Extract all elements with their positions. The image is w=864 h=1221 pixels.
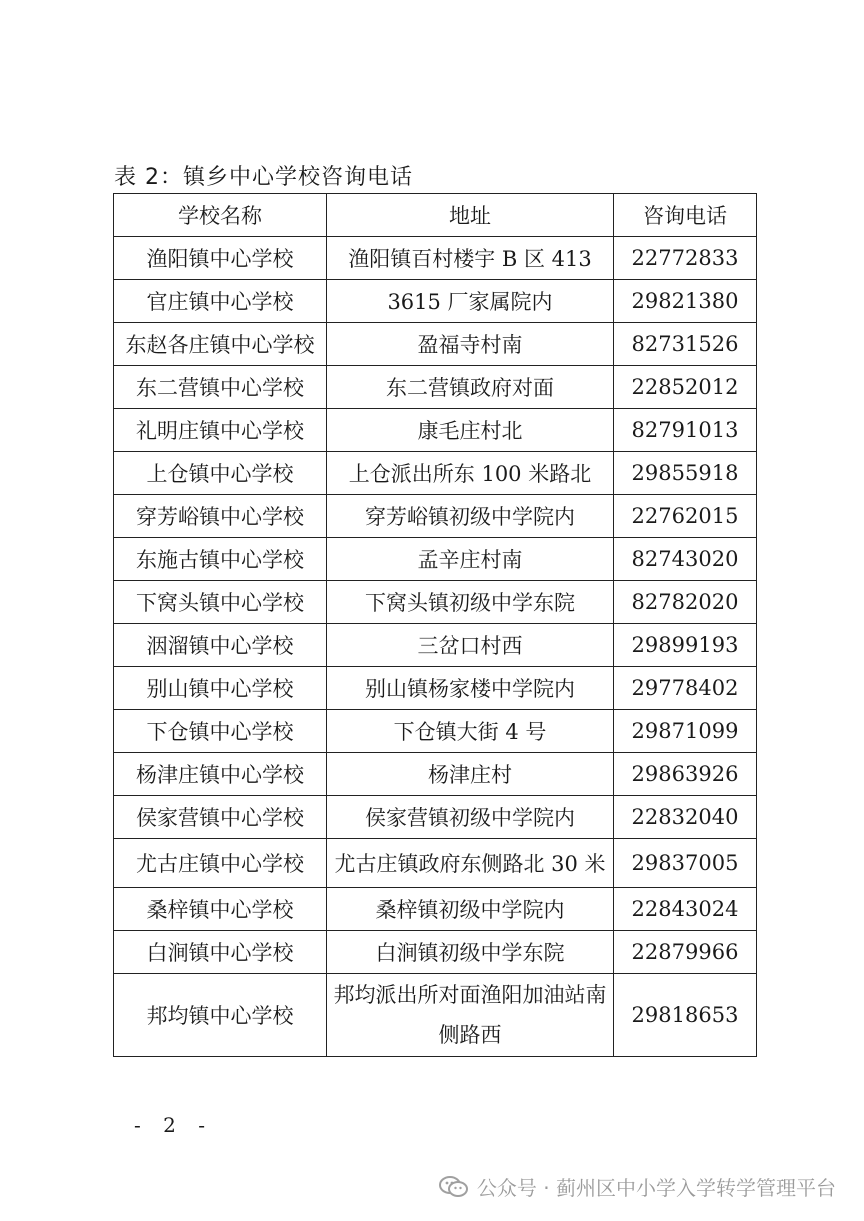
table-row [114, 538, 757, 581]
school-phone: 29821380 [614, 280, 757, 323]
table-header-row [114, 194, 757, 237]
table-row [114, 323, 757, 366]
school-phone: 82743020 [614, 538, 757, 581]
school-name: 东二营镇中心学校 [114, 366, 327, 409]
table-row [114, 710, 757, 753]
school-name: 杨津庄镇中心学校 [114, 753, 327, 796]
table-row [114, 624, 757, 667]
table-row [114, 753, 757, 796]
school-phone: 29855918 [614, 452, 757, 495]
school-phone: 29871099 [614, 710, 757, 753]
school-phone: 82782020 [614, 581, 757, 624]
table-row [114, 839, 757, 888]
school-address: 3615 厂家属院内 [327, 280, 614, 323]
school-phone: 29778402 [614, 667, 757, 710]
table-row [114, 237, 757, 280]
school-name: 邦均镇中心学校 [114, 974, 327, 1057]
table-row [114, 409, 757, 452]
watermark-text: 公众号 · 蓟州区中小学入学转学管理平台 [476, 1176, 836, 1200]
header-phone: 咨询电话 [614, 194, 757, 237]
school-address: 白涧镇初级中学东院 [327, 931, 614, 974]
school-phone: 22843024 [614, 888, 757, 931]
school-address: 别山镇杨家楼中学院内 [327, 667, 614, 710]
table-row [114, 452, 757, 495]
school-address: 三岔口村西 [327, 624, 614, 667]
school-phone: 82731526 [614, 323, 757, 366]
wechat-watermark [439, 1172, 836, 1201]
school-phone: 29818653 [614, 974, 757, 1057]
school-name: 尤古庄镇中心学校 [114, 839, 327, 888]
header-school-name: 学校名称 [114, 194, 327, 237]
table-row [114, 667, 757, 710]
table-row [114, 366, 757, 409]
wechat-icon [439, 1175, 469, 1199]
school-name: 别山镇中心学校 [114, 667, 327, 710]
school-name: 洇溜镇中心学校 [114, 624, 327, 667]
school-address: 邦均派出所对面渔阳加油站南侧路西 [327, 974, 614, 1057]
school-address: 下仓镇大街 4 号 [327, 710, 614, 753]
school-name: 上仓镇中心学校 [114, 452, 327, 495]
school-address: 桑梓镇初级中学院内 [327, 888, 614, 931]
school-phone: 22879966 [614, 931, 757, 974]
school-address: 盈福寺村南 [327, 323, 614, 366]
school-name: 东赵各庄镇中心学校 [114, 323, 327, 366]
school-phone: 22852012 [614, 366, 757, 409]
table-row [114, 495, 757, 538]
school-phone: 29837005 [614, 839, 757, 888]
school-address: 上仓派出所东 100 米路北 [327, 452, 614, 495]
school-name: 官庄镇中心学校 [114, 280, 327, 323]
school-name: 礼明庄镇中心学校 [114, 409, 327, 452]
school-address: 穿芳峪镇初级中学院内 [327, 495, 614, 538]
table-row [114, 796, 757, 839]
school-phone: 29899193 [614, 624, 757, 667]
header-address: 地址 [327, 194, 614, 237]
school-address: 尤古庄镇政府东侧路北 30 米 [327, 839, 614, 888]
school-name: 白涧镇中心学校 [114, 931, 327, 974]
school-phone: 22772833 [614, 237, 757, 280]
table-row [114, 974, 757, 1057]
table-row [114, 280, 757, 323]
school-phone: 22762015 [614, 495, 757, 538]
school-name: 下窝头镇中心学校 [114, 581, 327, 624]
table-row [114, 888, 757, 931]
table-caption: 表 2：镇乡中心学校咨询电话 [114, 165, 413, 190]
school-address: 康毛庄村北 [327, 409, 614, 452]
school-name: 东施古镇中心学校 [114, 538, 327, 581]
school-name: 下仓镇中心学校 [114, 710, 327, 753]
school-phone: 29863926 [614, 753, 757, 796]
school-name: 侯家营镇中心学校 [114, 796, 327, 839]
school-phone: 82791013 [614, 409, 757, 452]
school-address: 东二营镇政府对面 [327, 366, 614, 409]
page-number: - 2 - [134, 1113, 213, 1137]
school-address: 侯家营镇初级中学院内 [327, 796, 614, 839]
school-address: 下窝头镇初级中学东院 [327, 581, 614, 624]
table-row [114, 581, 757, 624]
school-address: 杨津庄村 [327, 753, 614, 796]
school-name: 渔阳镇中心学校 [114, 237, 327, 280]
school-address: 孟辛庄村南 [327, 538, 614, 581]
school-address: 渔阳镇百村楼宇 B 区 413 [327, 237, 614, 280]
school-name: 桑梓镇中心学校 [114, 888, 327, 931]
school-phone: 22832040 [614, 796, 757, 839]
table-row [114, 931, 757, 974]
school-contact-table [113, 193, 757, 1057]
school-name: 穿芳峪镇中心学校 [114, 495, 327, 538]
